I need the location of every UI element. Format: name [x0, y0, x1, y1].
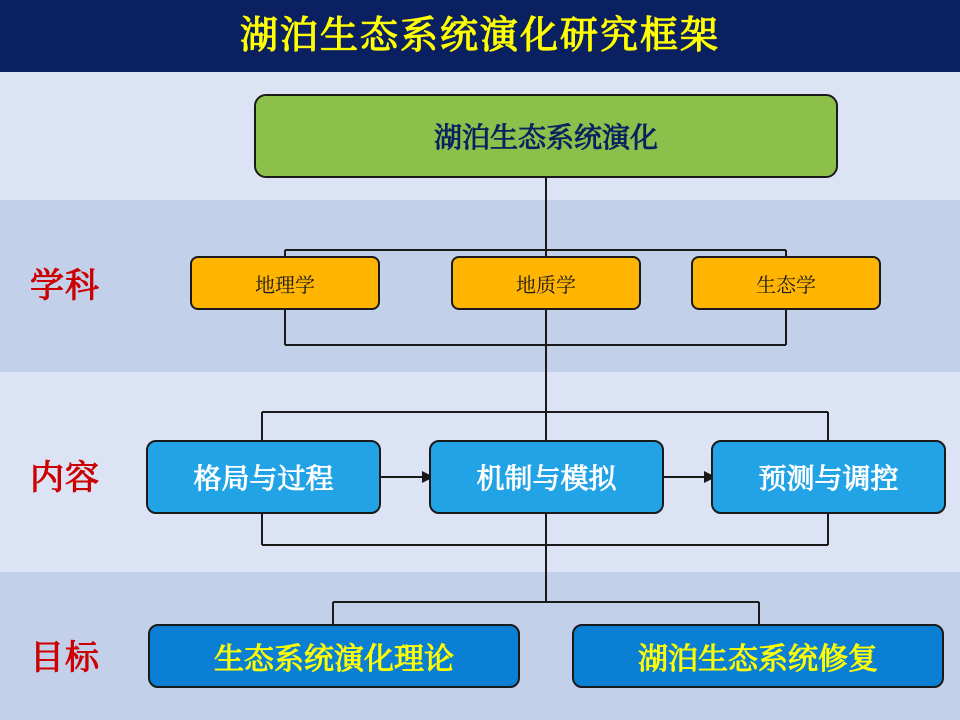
node-label: 湖泊生态系统修复 [638, 643, 878, 676]
node-pattern-and-process[interactable] [146, 440, 381, 514]
row-label-content: 内容 [30, 459, 100, 497]
node-label: 地理学 [255, 274, 315, 297]
node-label: 生态系统演化理论 [214, 643, 454, 676]
node-label: 机制与模拟 [476, 463, 617, 494]
node-lake-ecosystem-evolution[interactable] [254, 94, 838, 178]
node-label: 地质学 [516, 274, 576, 297]
node-lake-ecosystem-restoration[interactable] [572, 624, 944, 688]
node-geography[interactable] [190, 256, 380, 310]
node-ecology[interactable] [691, 256, 881, 310]
node-label: 湖泊生态系统演化 [433, 122, 658, 153]
node-geology[interactable] [451, 256, 641, 310]
node-label: 格局与过程 [193, 463, 334, 494]
node-label: 生态学 [756, 274, 816, 297]
page-title: 湖泊生态系统演化研究框架 [239, 15, 720, 57]
row-label-goal: 目标 [30, 639, 100, 677]
node-label: 预测与调控 [758, 463, 899, 494]
row-label-discipline: 学科 [30, 267, 100, 305]
title-bar [0, 0, 960, 72]
node-ecosystem-evolution-theory[interactable] [148, 624, 520, 688]
node-mechanism-and-simulation[interactable] [429, 440, 664, 514]
node-prediction-and-regulation[interactable] [711, 440, 946, 514]
